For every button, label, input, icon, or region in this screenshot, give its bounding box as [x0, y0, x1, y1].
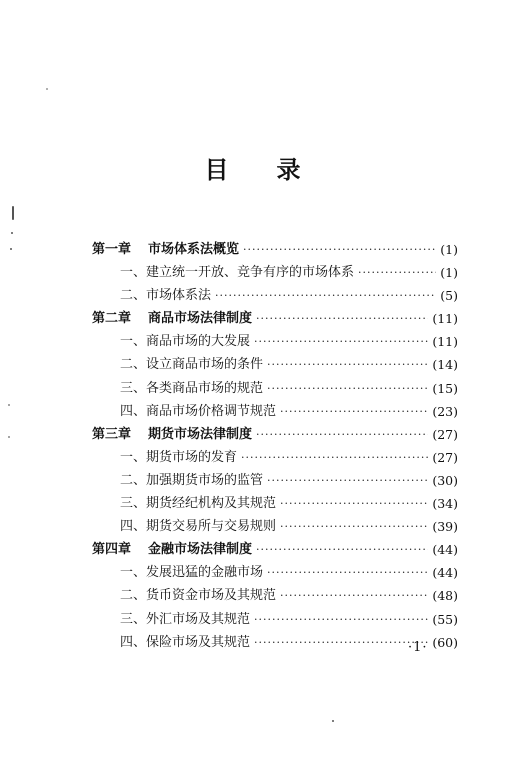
section-title: 三、外汇市场及其规范	[120, 611, 251, 627]
toc-chapter-1[interactable]	[92, 238, 458, 261]
scan-speck	[10, 248, 12, 250]
leader-dots	[358, 261, 436, 284]
toc-section[interactable]	[92, 446, 458, 469]
page-ref: (44)	[432, 542, 458, 558]
toc-section[interactable]	[92, 515, 458, 538]
chapter-number: 第二章	[92, 311, 132, 327]
chapter-title: 金融市场法律制度	[148, 542, 253, 558]
toc-section[interactable]	[92, 377, 458, 400]
toc-chapter-2[interactable]	[92, 307, 458, 330]
page-ref: (1)	[440, 242, 458, 257]
leader-dots	[241, 446, 428, 469]
page-title-char-2: 录	[276, 156, 301, 184]
page-ref: (5)	[440, 288, 458, 304]
page-ref: (44)	[432, 565, 458, 581]
leader-dots	[267, 469, 428, 492]
section-title: 一、建立统一开放、竞争有序的市场体系	[120, 265, 355, 281]
scan-speck	[332, 720, 334, 722]
leader-dots	[267, 377, 428, 400]
page-ref: (15)	[432, 380, 458, 396]
page-ref: (39)	[432, 519, 458, 535]
chapter-number: 第一章	[92, 242, 132, 257]
section-title: 四、期货交易所与交易规则	[120, 519, 277, 535]
page-ref: (14)	[432, 357, 458, 373]
page-ref: (11)	[432, 334, 458, 350]
page-ref: (55)	[432, 611, 458, 627]
page-ref: (1)	[440, 265, 458, 281]
section-title: 四、商品市场价格调节规范	[120, 403, 277, 419]
leader-dots	[243, 238, 436, 261]
leader-dots	[280, 492, 428, 515]
toc-section[interactable]	[92, 631, 458, 654]
leader-dots	[256, 307, 428, 330]
scan-speck	[8, 404, 10, 406]
toc-section[interactable]	[92, 492, 458, 515]
leader-dots	[256, 423, 428, 446]
leader-dots	[215, 284, 436, 307]
leader-dots	[254, 631, 428, 654]
section-title: 一、期货市场的发育	[120, 449, 238, 465]
leader-dots	[280, 515, 428, 538]
page-ref: (34)	[432, 496, 458, 512]
toc-section[interactable]	[92, 284, 458, 307]
section-title: 二、货币资金市场及其规范	[120, 588, 277, 604]
leader-dots	[267, 353, 428, 376]
chapter-number: 第三章	[92, 426, 132, 442]
section-title: 一、发展迅猛的金融市场	[120, 565, 264, 581]
scan-speck	[46, 88, 48, 90]
page-ref: (30)	[432, 472, 458, 488]
section-title: 三、各类商品市场的规范	[120, 380, 264, 396]
scan-speck	[11, 232, 13, 234]
leader-dots	[267, 561, 428, 584]
page-ref: (48)	[432, 588, 458, 604]
scan-speck	[12, 206, 14, 220]
leader-dots	[254, 608, 428, 631]
leader-dots	[254, 330, 428, 353]
toc-section[interactable]	[92, 261, 458, 284]
page-title	[0, 150, 505, 185]
table-of-contents	[92, 238, 458, 654]
toc-section[interactable]	[92, 608, 458, 631]
section-title: 一、商品市场的大发展	[120, 334, 251, 350]
page-ref: (27)	[432, 426, 458, 442]
section-title: 二、设立商品市场的条件	[120, 357, 264, 373]
toc-chapter-3[interactable]	[92, 423, 458, 446]
section-title: 三、期货经纪机构及其规范	[120, 496, 277, 512]
leader-dots	[256, 538, 428, 561]
chapter-title: 商品市场法律制度	[148, 311, 253, 327]
toc-section[interactable]	[92, 584, 458, 607]
page-ref: (60)	[432, 634, 458, 650]
section-title: 四、保险市场及其规范	[120, 634, 251, 650]
scan-speck	[8, 436, 10, 438]
toc-section[interactable]	[92, 400, 458, 423]
leader-dots	[280, 584, 428, 607]
leader-dots	[280, 400, 428, 423]
toc-section[interactable]	[92, 330, 458, 353]
toc-section[interactable]	[92, 353, 458, 376]
page-ref: (27)	[432, 449, 458, 465]
page-title-char-1: 目	[204, 156, 229, 184]
chapter-title: 市场体系法概览	[148, 242, 240, 257]
section-title: 二、加强期货市场的监管	[120, 472, 264, 488]
chapter-title: 期货市场法律制度	[148, 426, 253, 442]
toc-section[interactable]	[92, 469, 458, 492]
page-number: ·1·	[408, 640, 428, 655]
toc-chapter-4[interactable]	[92, 538, 458, 561]
toc-section[interactable]	[92, 561, 458, 584]
section-title: 二、市场体系法	[120, 288, 212, 304]
chapter-number: 第四章	[92, 542, 132, 558]
page-ref: (11)	[432, 311, 458, 327]
page-ref: (23)	[432, 403, 458, 419]
